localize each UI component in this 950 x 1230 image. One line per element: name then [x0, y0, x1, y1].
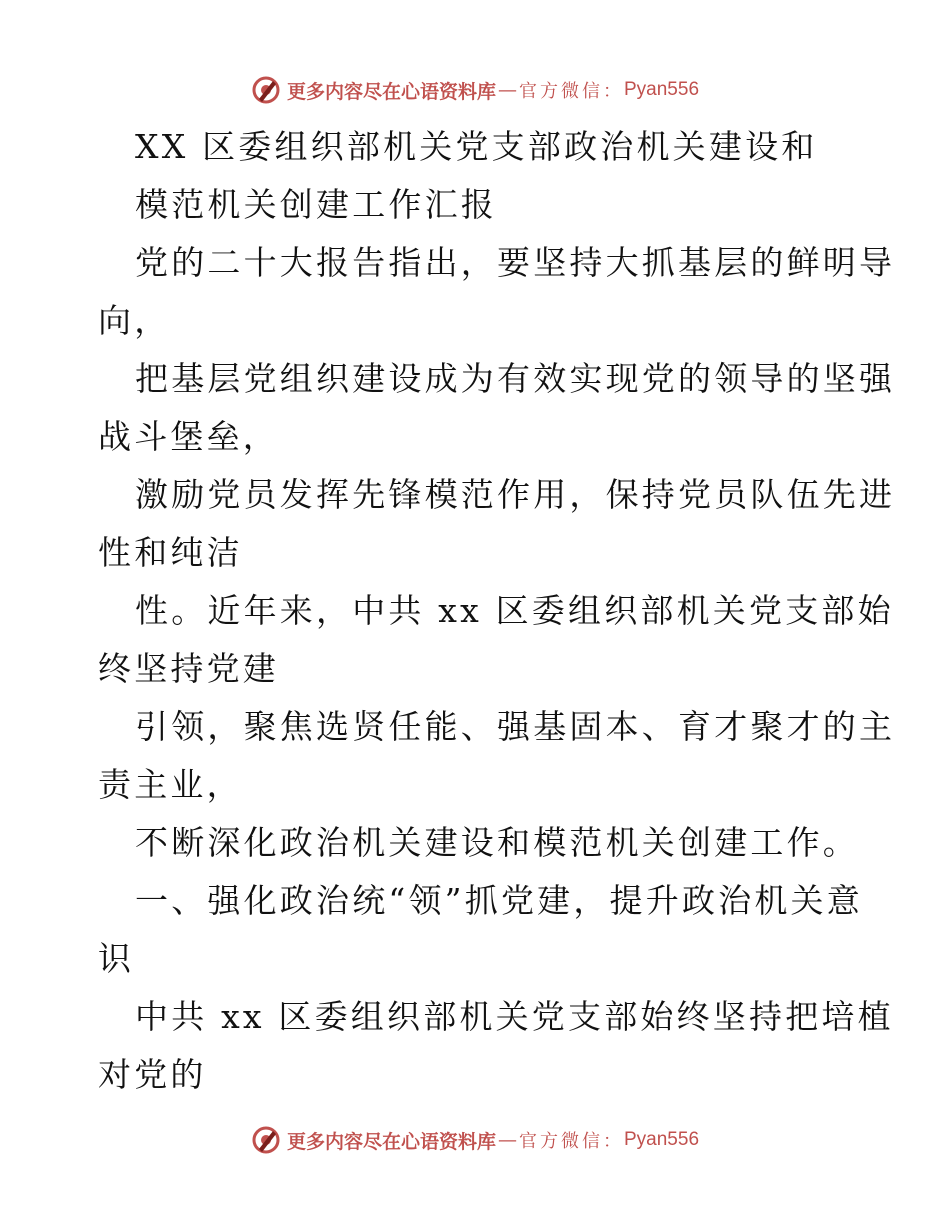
- paragraph-line: 党的二十大报告指出，要坚持大抓基层的鲜明导: [135, 243, 896, 282]
- paragraph-line: 激励党员发挥先锋模范作用，保持党员队伍先进: [135, 475, 896, 514]
- pen-logo-icon: [251, 1125, 281, 1155]
- paragraph-line: 终坚持党建: [98, 649, 279, 688]
- banner-wechat-id: Pyan556: [624, 1129, 700, 1150]
- pen-logo-icon: [251, 75, 281, 105]
- paragraph-line: 引领，聚焦选贤任能、强基固本、育才聚才的主: [135, 707, 896, 746]
- banner-separator: —: [498, 79, 517, 101]
- paragraph-line: 战斗堡垒，: [98, 417, 279, 456]
- banner-main-text: 更多内容尽在心语资料库: [286, 80, 496, 103]
- banner-main-text: 更多内容尽在心语资料库: [286, 1130, 496, 1153]
- paragraph-line: 中共 xx 区委组织部机关党支部始终坚持把培植: [135, 997, 894, 1036]
- section-heading-line: 识: [98, 939, 135, 978]
- banner-wechat-label: 官方微信：: [519, 1131, 624, 1152]
- paragraph-line: 责主业，: [98, 765, 243, 804]
- section-heading-line: 一、强化政治统“领”抓党建，提升政治机关意: [135, 881, 863, 920]
- footer-banner: [0, 1120, 950, 1160]
- paragraph-line: 向，: [98, 301, 171, 340]
- paragraph-line: 性和纯洁: [98, 533, 243, 572]
- banner-wechat-label: 官方微信：: [519, 81, 624, 102]
- banner-separator: —: [498, 1129, 517, 1151]
- doc-title-line-2: 模范机关创建工作汇报: [135, 185, 497, 224]
- header-banner: [0, 70, 950, 110]
- doc-title-line-1: XX 区委组织部机关党支部政治机关建设和: [135, 127, 818, 166]
- paragraph-line: 不断深化政治机关建设和模范机关创建工作。: [135, 823, 859, 862]
- paragraph-line: 性。近年来，中共 xx 区委组织部机关党支部始: [135, 591, 894, 630]
- paragraph-line: 把基层党组织建设成为有效实现党的领导的坚强: [135, 359, 896, 398]
- paragraph-line: 对党的: [98, 1055, 207, 1094]
- banner-wechat-id: Pyan556: [624, 79, 700, 100]
